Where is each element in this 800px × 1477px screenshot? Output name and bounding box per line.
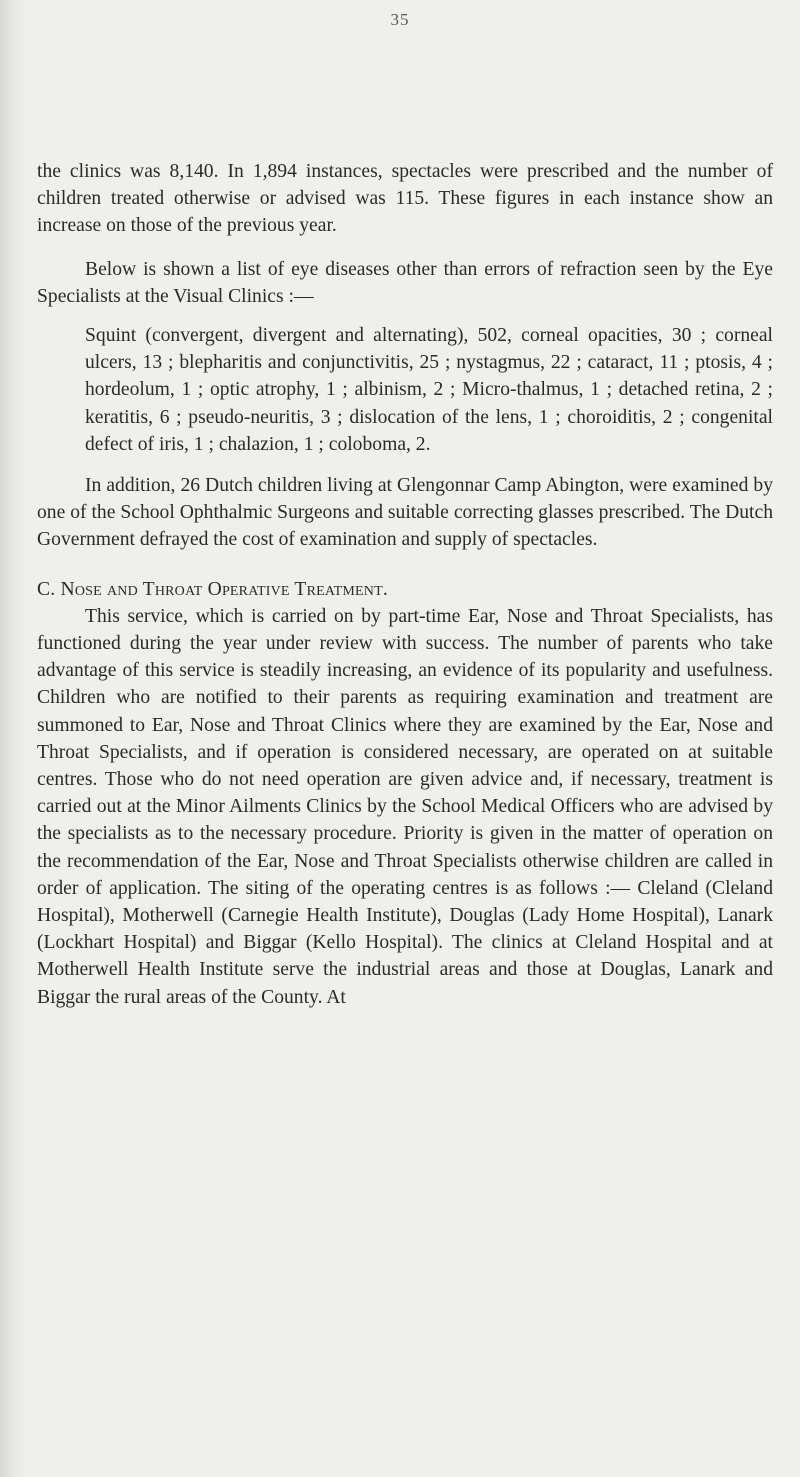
page-body [37,158,773,1011]
paragraph-eye-diseases-intro: Below is shown a list of eye diseases other than errors of refraction seen by the Eye Specialists at the Visual Clinics :— [37,258,773,307]
paragraph-clinic-figures: the clinics was 8,140. In 1,894 instances, spectacles were prescribed and the number of children treated otherwise or advised was 115. These figures in each instance show an increase on those of the previous year. [37,161,773,237]
page-number: 35 [390,10,410,29]
section-heading [37,576,773,603]
section-heading-text: Nose and Throat Operative Treatment. [60,578,388,600]
page-edge-shadow [0,0,26,1477]
paragraph-eye-diseases-list: Squint (convergent, divergent and alternating), 502, corneal opacities, 30 ; corneal ulcers, 13 ; blepharitis and conjunctivitis, 25 ; nystagmus, 22 ; cataract, 11 ; ptosis, 4 ; hordeolum, 1 ; optic atrophy, 1 ; albinism, 2 ; Micro-thalmus, 1 ; detached retina, 2 ; keratitis, 6 ; pseudo-neuritis, 3 ; dislocation of the lens, 1 ; choroiditis, 2 ; congenital defect of iris, 1 ; chalazion, 1 ; coloboma, 2. [85,325,773,455]
section-heading-label: C. [37,578,56,600]
paragraph-nose-throat-service: This service, which is carried on by part-time Ear, Nose and Throat Specialists, has functioned during the year under review with success. The number of parents who take advantage of this service is steadily increasing, an evidence of its popularity and usefulness. Children who are notified to their parents as requiring examination and treatment are summoned to Ear, Nose and Throat Clinics where they are examined by the Ear, Nose and Throat Specialists, and if operation is considered necessary, are operated on at suitable centres. Those who do not need operation are given advice and, if necessary, treatment is carried out at the Minor Ailments Clinics by the School Medical Officers who are advised by the specialists as to the necessary procedure. Priority is given in the matter of operation on the recommendation of the Ear, Nose and Throat Specialists otherwise children are called in order of application. The siting of the operating centres is as follows :— Cleland (Cleland Hospital), Motherwell (Carnegie Health Institute), Douglas (Lady Home Hospital), Lanark (Lockhart Hospital) and Biggar (Kello Hospital). The clinics at Cleland Hospital and at Motherwell Health Institute serve the industrial areas and those at Douglas, Lanark and Biggar the rural areas of the County. At [37,605,773,1008]
paragraph-dutch-children: In addition, 26 Dutch children living at Glengonnar Camp Abington, were examined by one of the School Ophthalmic Surgeons and suitable correcting glasses prescribed. The Dutch Government defrayed the cost of examination and supply of spectacles. [37,475,773,551]
